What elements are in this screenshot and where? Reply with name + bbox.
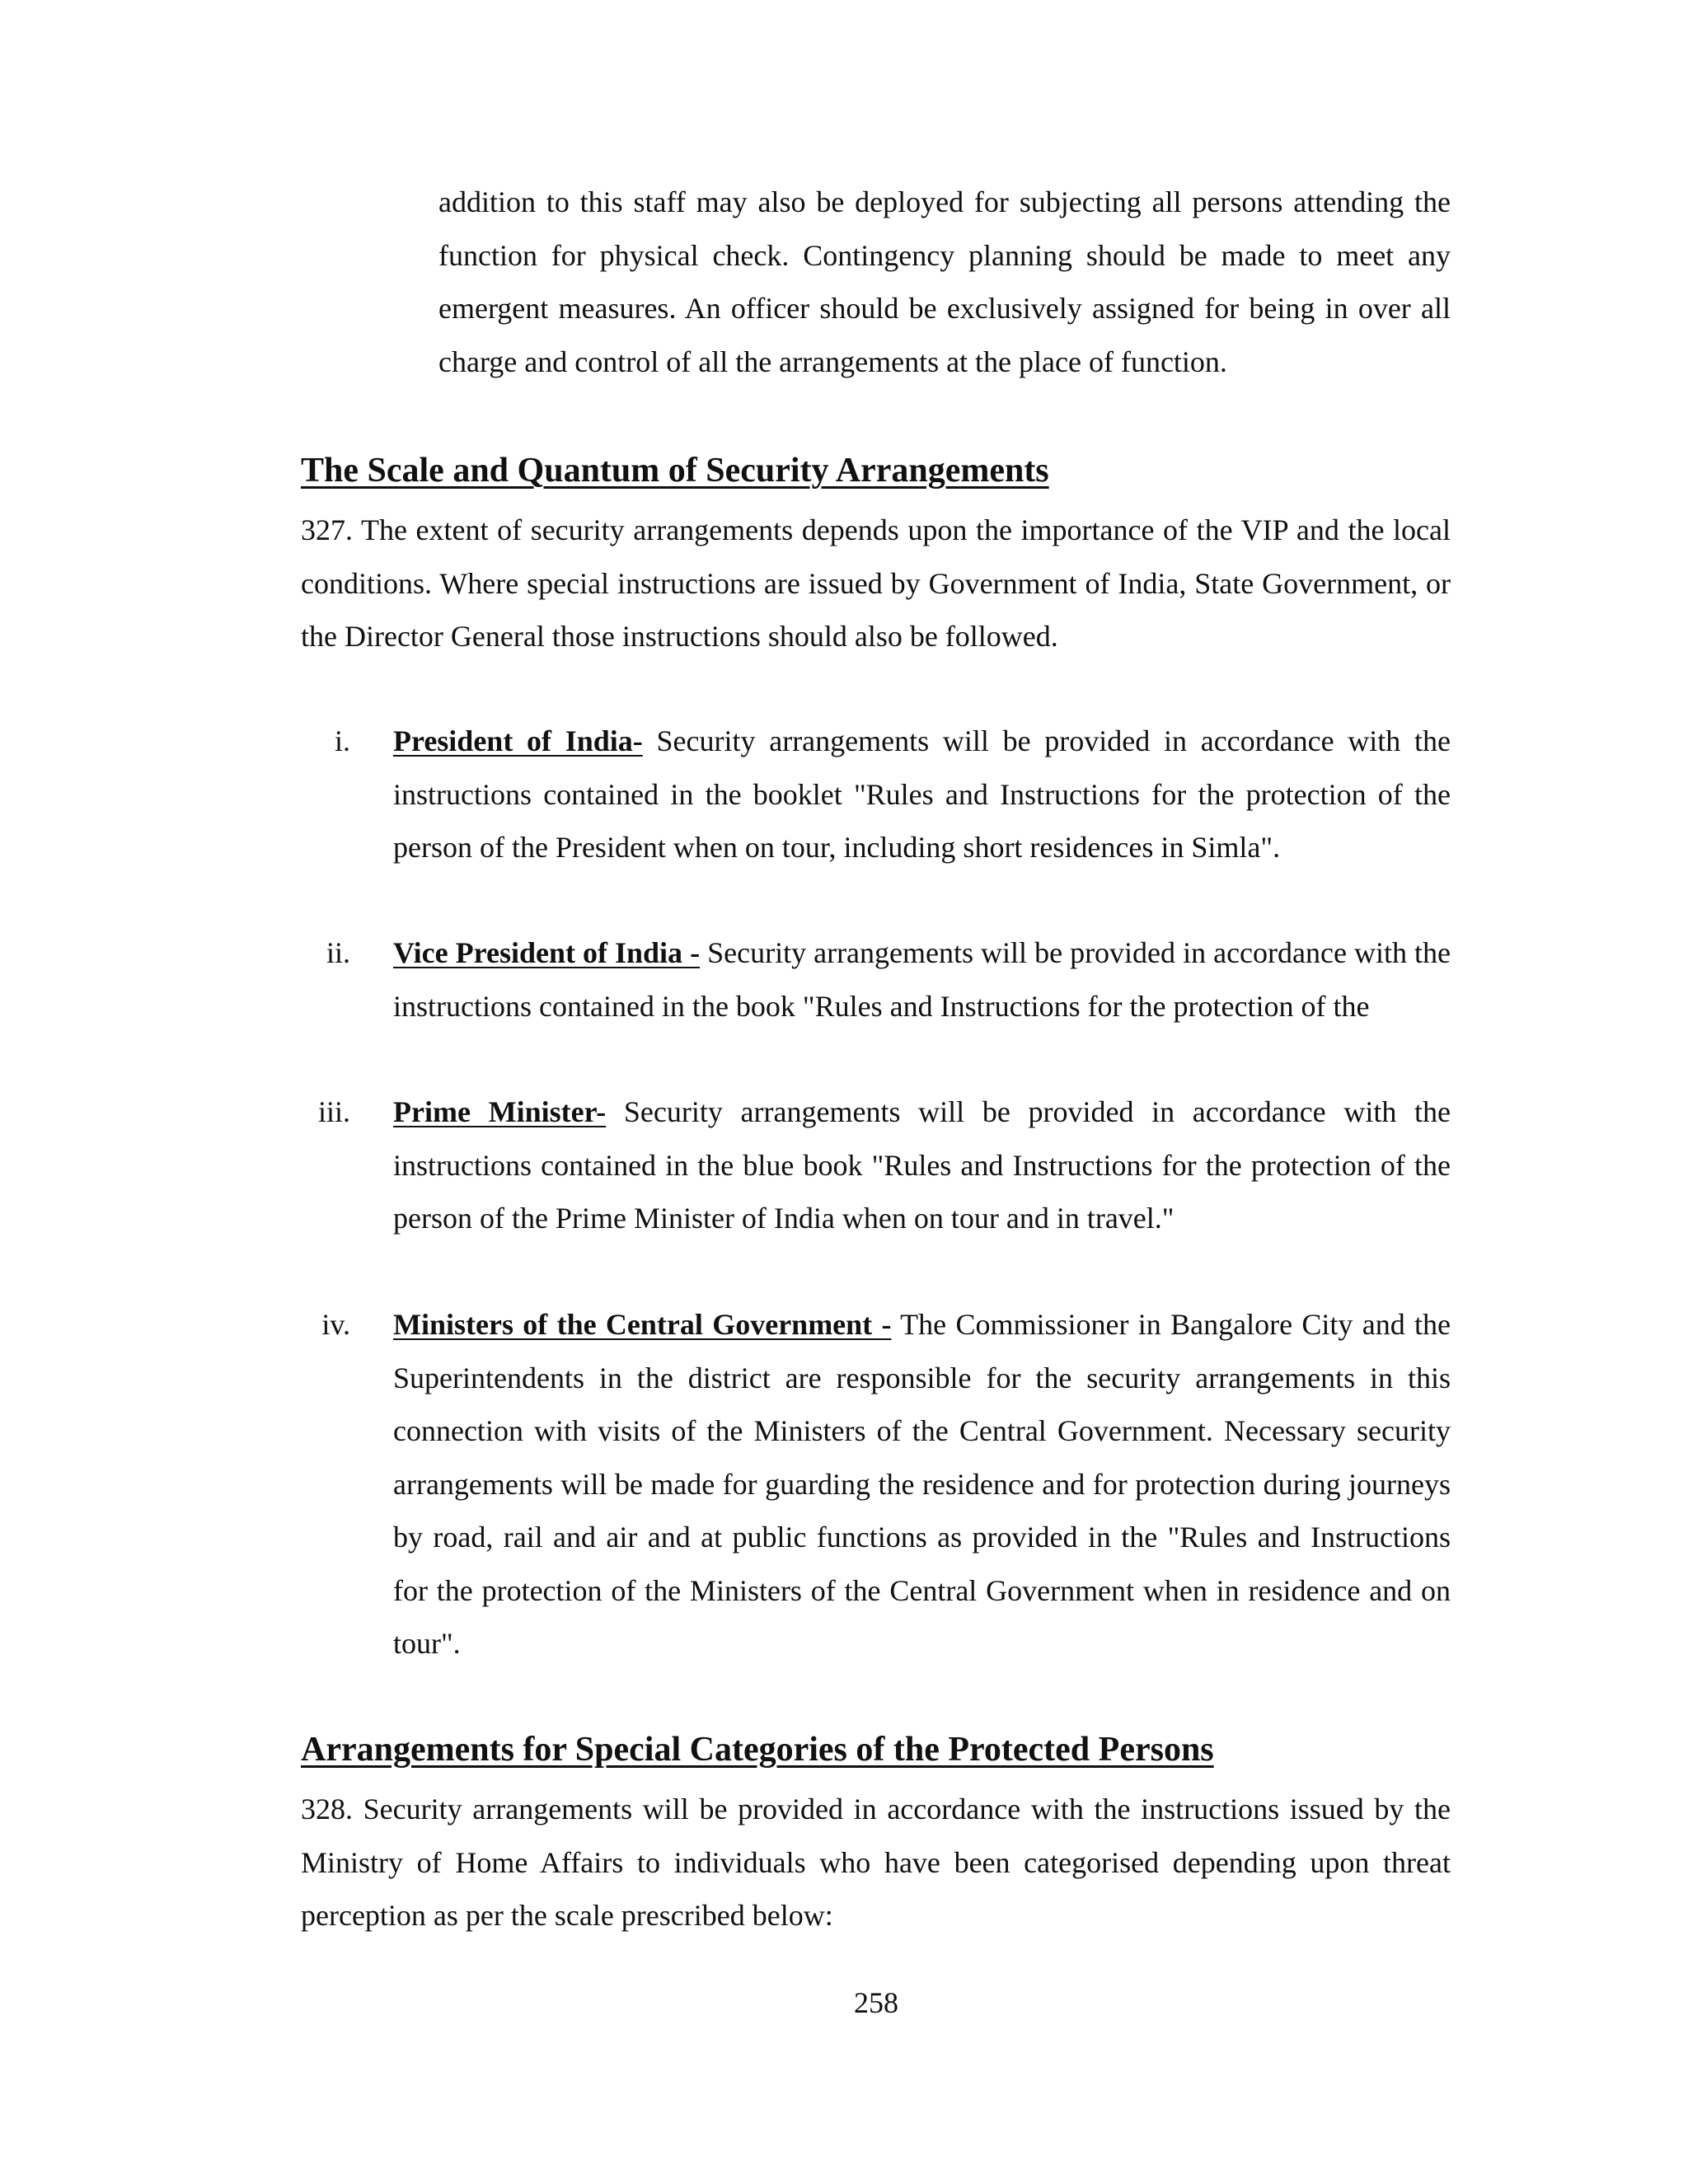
list-item-body: The Commissioner in Bangalore City and the Superintendents in the district are responsible for the security arrangements in this connection with visits of the Ministers of the Central Government. Necessary security arrangements will be made for guarding the residence and for protection during journeys by road, rail and air and at public functions as provided in the "Rules and Instructions for the protection of the Ministers of the Central Government when in residence and on tour". [393, 1308, 1451, 1660]
list-item-body: Security arrangements will be provided in accordance with the instructions contained in the booklet "Rules and Instructions for the protection of the person of the President when on tour, including short residences in Simla". [393, 724, 1451, 864]
list-item-body: Security arrangements will be provided in accordance with the instructions contained in the book "Rules and Instructions for the protection of the [393, 936, 1451, 1023]
list-item-number: iii. [317, 1095, 350, 1128]
list-item-number: ii. [326, 936, 350, 969]
paragraph-328: 328. Security arrangements will be provided in accordance with the instructions issued by the Ministry of Home Affairs to individuals who have been categorised depending upon threat perception as per the scale prescribed below: [301, 1793, 1451, 1932]
list-item-lead: Prime Minister- [393, 1095, 607, 1128]
list-item-number: iv. [321, 1308, 350, 1341]
list-item-lead: President of India- [393, 724, 643, 757]
intro-paragraph: addition to this staff may also be deployed for subjecting all persons attending the function for physical check. Contingency planning should be made to meet any emergent measures. An officer should be exclusively assigned for being in over all charge and control of all the arrangements at the place of function. [438, 185, 1451, 378]
section-heading-scale-quantum: The Scale and Quantum of Security Arrangements [301, 452, 1049, 490]
list-item-body: Security arrangements will be provided in accordance with the instructions contained in the blue book "Rules and Instructions for the protection of the person of the Prime Minister of India when on tour and in travel." [393, 1095, 1451, 1235]
page-number: 258 [854, 1986, 898, 2019]
list-item-text [393, 1298, 1451, 1671]
list-item-lead: Vice President of India - [393, 936, 701, 969]
list-item-lead: Ministers of the Central Government - [393, 1308, 892, 1341]
section-heading-special-categories: Arrangements for Special Categories of the Protected Persons [301, 1731, 1214, 1769]
paragraph-327: 327. The extent of security arrangements depends upon the importance of the VIP and the local conditions. Where special instructions are issued by Government of India, State Government, or the Director General those instructions should also be followed. [301, 513, 1451, 653]
list-item-text [393, 715, 1451, 874]
list-item-number: i. [334, 724, 350, 757]
list-item-text [393, 1085, 1451, 1245]
list-item-text [393, 926, 1451, 1033]
